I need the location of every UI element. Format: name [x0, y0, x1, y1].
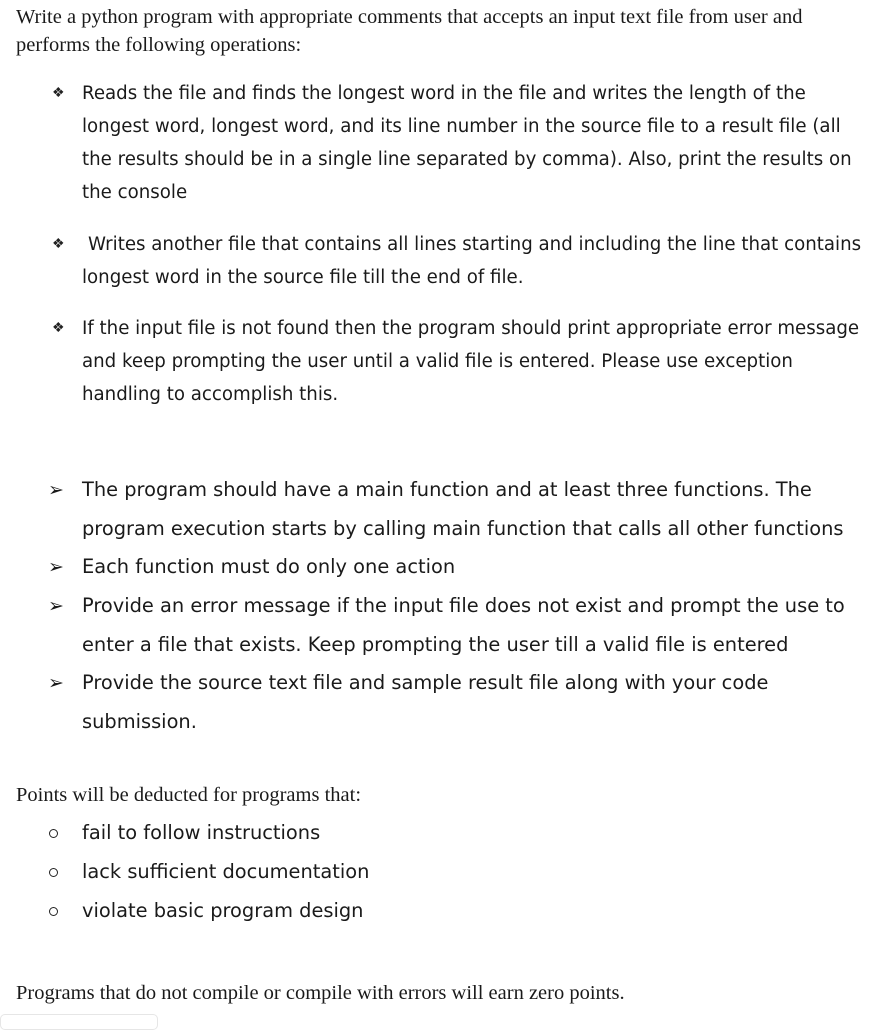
bottom-edge-box [0, 1014, 158, 1030]
requirement-text: Provide the source text file and sample result file along with your code submission. [82, 671, 769, 733]
operation-text [82, 228, 878, 294]
deduction-text: lack sufficient documentation [82, 860, 370, 883]
arrow-bullet-icon: ➢ [48, 672, 64, 694]
diamond-bullet-icon: ❖ [52, 86, 65, 101]
deduction-text: violate basic program design [82, 899, 364, 922]
circle-bullet-icon [49, 868, 58, 877]
intro-paragraph: Write a python program with appropriate comments that accepts an input text file from user and performs the following operations: [16, 6, 803, 56]
deduction-item [0, 893, 886, 932]
deduction-item [0, 815, 886, 854]
operation-text: If the input file is not found then the program should print appropriate error message and keep prompting the user until a valid file is entered. Please use exception handling to accomplish this. [82, 318, 860, 405]
circle-bullet-icon [49, 829, 58, 838]
requirement-text: Each function must do only one action [82, 555, 456, 578]
arrow-bullet-icon: ➢ [48, 595, 64, 617]
deduction-text: fail to follow instructions [82, 821, 321, 844]
deduction-item [0, 854, 886, 893]
footer-note: Programs that do not compile or compile with errors will earn zero points. [16, 982, 625, 1004]
arrow-bullet-icon: ➢ [48, 479, 64, 501]
operation-text: Reads the file and finds the longest word in the file and writes the length of the longest word, longest word, and its line number in the source file to a result file (all the results should be in a single line separated by comma). Also, print the results on the console [82, 83, 852, 203]
requirement-text: The program should have a main function and at least three functions. The program execution starts by calling main function that calls all other functions [82, 478, 844, 540]
circle-bullet-icon [49, 907, 58, 916]
requirement-text: Provide an error message if the input file does not exist and prompt the use to enter a file that exists. Keep prompting the user till a valid file is entered [82, 594, 845, 656]
operation-text-content: Writes another file that contains all lines starting and including the line that contains longest word in the source file till the end of file. [82, 234, 862, 288]
diamond-bullet-icon: ❖ [52, 237, 65, 252]
diamond-bullet-icon: ❖ [52, 321, 65, 336]
deductions-heading: Points will be deducted for programs that: [16, 784, 362, 806]
arrow-bullet-icon: ➢ [48, 556, 64, 578]
